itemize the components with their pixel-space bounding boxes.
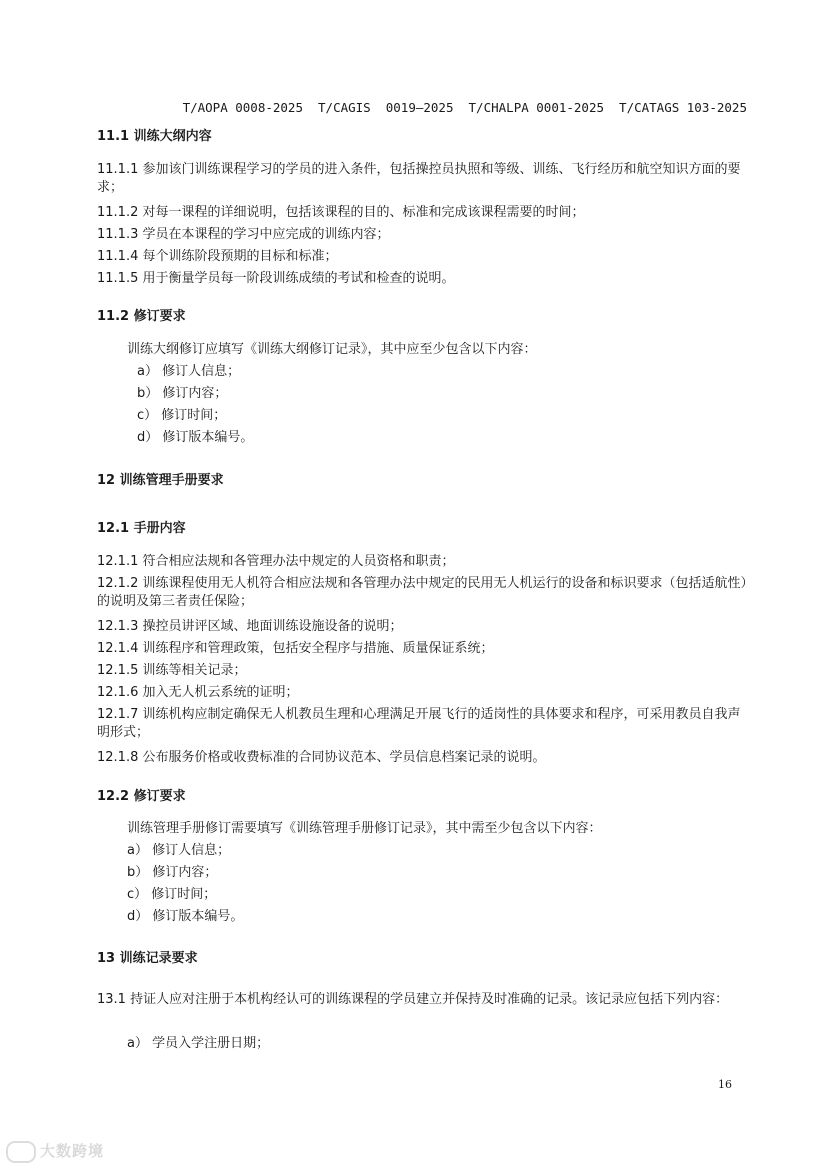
list-item: a） 修订人信息； (127, 843, 231, 858)
watermark-text: 大数跨境 (40, 1142, 105, 1160)
watermark (6, 1140, 104, 1163)
list-item: d） 修订版本编号。 (137, 430, 254, 445)
section-11-2-intro: 训练大纲修订应填写《训练大纲修订记录》，其中应至少包含以下内容： (127, 342, 537, 357)
item-11-1-4: 11.1.4 每个训练阶段预期的目标和标准； (97, 249, 338, 264)
section-12-2-intro: 训练管理手册修订需要填写《训练管理手册修订记录》，其中需至少包含以下内容： (127, 821, 602, 836)
section-11-2-heading: 11.2 修订要求 (97, 309, 186, 324)
section-12-heading: 12 训练管理手册要求 (97, 473, 224, 488)
item-12-1-8: 12.1.8 公布服务价格或收费标准的合同协议范本、学员信息档案记录的说明。 (97, 750, 546, 765)
item-12-1-3: 12.1.3 操控员讲评区域、地面训练设施设备的说明； (97, 619, 403, 634)
section-13-heading: 13 训练记录要求 (97, 951, 198, 966)
section-12-1-heading: 12.1 手册内容 (97, 521, 186, 536)
item-12-1-2: 12.1.2 训练课程使用无人机符合相应法规和各管理办法中规定的民用无人机运行的设备和标识要求（包括适航性）的说明及第三者责任保险； (97, 576, 747, 609)
list-item: c） 修订时间； (127, 887, 217, 902)
item-12-1-6: 12.1.6 加入无人机云系统的证明； (97, 685, 299, 700)
section-11-1-heading: 11.1 训练大纲内容 (97, 129, 212, 144)
list-item: a） 学员入学注册日期； (127, 1036, 270, 1051)
watermark-logo-icon (6, 1141, 36, 1163)
item-11-1-3: 11.1.3 学员在本课程的学习中应完成的训练内容； (97, 227, 390, 242)
list-item: b） 修订内容； (127, 865, 218, 880)
item-11-1-1: 11.1.1 参加该门训练课程学习的学员的进入条件，包括操控员执照和等级、训练、飞行经历和航空知识方面的要求； (97, 162, 741, 195)
list-item: c） 修订时间； (137, 408, 227, 423)
section-12-2-heading: 12.2 修订要求 (97, 789, 186, 804)
item-13-1: 13.1 持证人应对注册于本机构经认可的训练课程的学员建立并保持及时准确的记录。该记录应包括下列内容： (97, 992, 729, 1007)
item-11-1-5: 11.1.5 用于衡量学员每一阶段训练成绩的考试和检查的说明。 (97, 271, 455, 286)
list-item: d） 修订版本编号。 (127, 909, 244, 924)
list-item: b） 修订内容； (137, 386, 228, 401)
standard-number-header: T/AOPA 0008-2025 T/CAGIS 0019—2025 T/CHALPA 0001-2025 T/CATAGS 103-2025 (182, 100, 747, 115)
item-12-1-1: 12.1.1 符合相应法规和各管理办法中规定的人员资格和职责； (97, 554, 455, 569)
item-11-1-2: 11.1.2 对每一课程的详细说明，包括该课程的目的、标准和完成该课程需要的时间； (97, 205, 585, 220)
item-12-1-4: 12.1.4 训练程序和管理政策，包括安全程序与措施、质量保证系统； (97, 641, 494, 656)
item-12-1-5: 12.1.5 训练等相关记录； (97, 663, 247, 678)
list-item: a） 修订人信息； (137, 364, 241, 379)
item-12-1-7: 12.1.7 训练机构应制定确保无人机教员生理和心理满足开展飞行的适岗性的具体要求和程序，可采用教员自我声明形式； (97, 707, 741, 740)
page-number: 16 (718, 1078, 732, 1091)
